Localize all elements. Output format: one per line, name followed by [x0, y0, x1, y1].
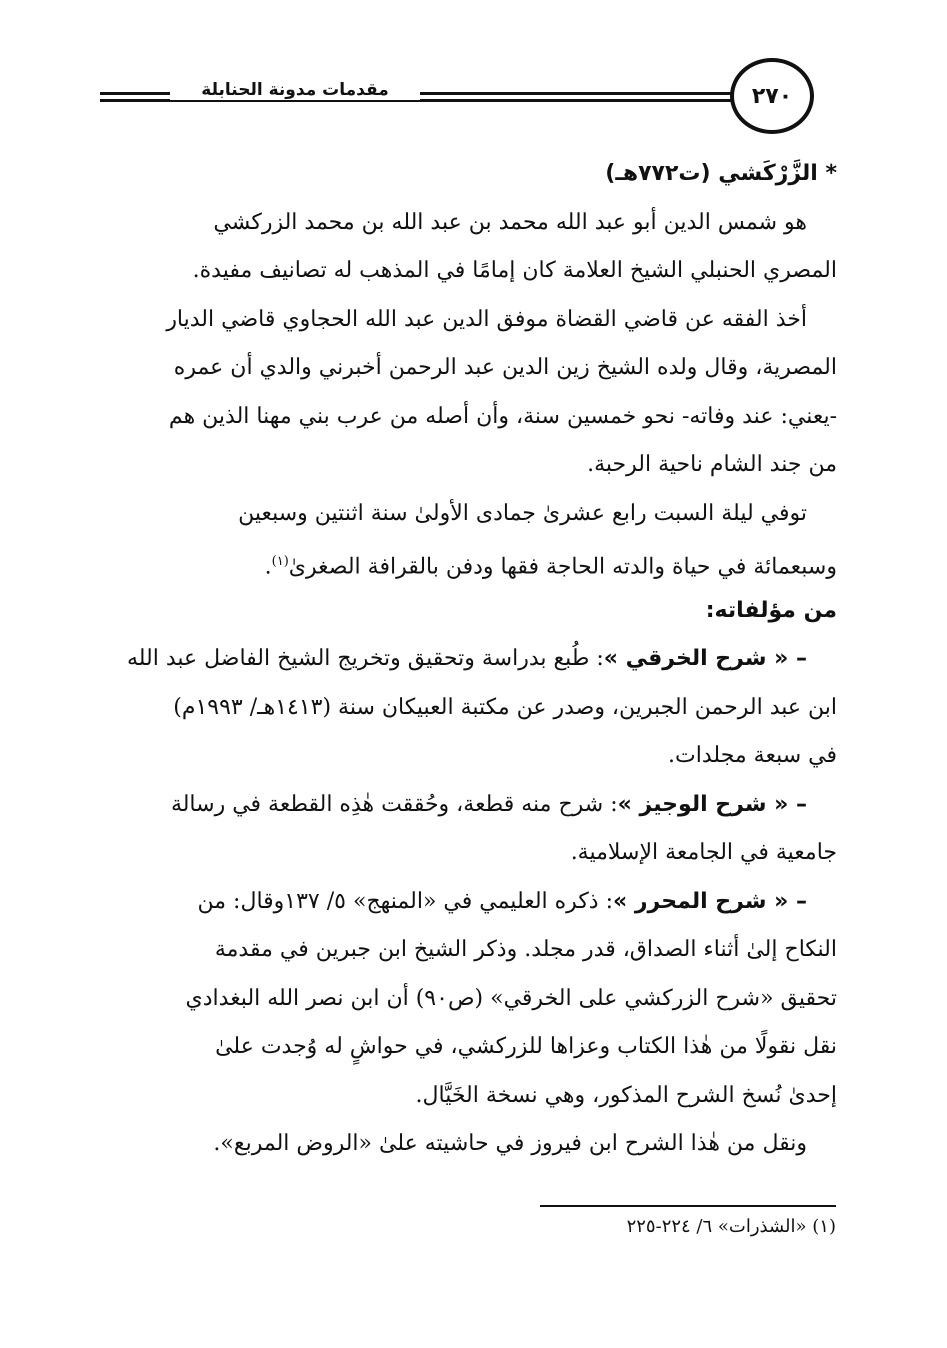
text-line: النكاح إلىٰ أثناء الصداق، قدر مجلد. وذكر الشيخ ابن جبرين في مقدمة — [214, 937, 837, 962]
work-item-kharqi — [112, 635, 837, 684]
text-line: أخذ الفقه عن قاضي القضاة موفق الدين عبد الله الحجاوي قاضي الديار — [166, 306, 807, 332]
text-line: تحقيق «شرح الزركشي على الخرقي» (ص٩٠) أن ابن نصر الله البغدادي — [185, 985, 837, 1011]
page-header — [100, 56, 840, 152]
page-body — [112, 150, 837, 1169]
line-end: . — [264, 554, 272, 580]
page-number-badge — [730, 58, 814, 134]
text-line: ونقل من هٰذا الشرح ابن فيروز في حاشيته علىٰ «الروض المربع». — [213, 1131, 807, 1156]
footnote-separator — [540, 1205, 836, 1207]
text-line: : ذكره العليمي في «المنهج» ٥/ ١٣٧وقال: من — [197, 888, 613, 914]
work-title: – « شرح المحرر » — [613, 888, 807, 914]
entry-heading: * الزَّرْكَشي (ت٧٧٢هـ) — [605, 161, 837, 186]
text-line: ابن عبد الرحمن الجبرين، وصدر عن مكتبة العبيكان سنة (١٤١٣هـ/ ١٩٩٣م) — [173, 694, 837, 720]
text-line: نقل نقولًا من هٰذا الكتاب وعزاها للزركشي، في حواشٍ له وُجدت علىٰ — [215, 1034, 837, 1059]
work-item-muharrar — [112, 878, 837, 927]
text-line: إحدىٰ نُسخ الشرح المذكور، وهي نسخة الخَيَّال. — [415, 1082, 837, 1108]
text-line: : شرح منه قطعة، وحُققت هٰذِه القطعة في رسالة — [170, 791, 618, 817]
text-line: المصرية، وقال ولده الشيخ زين الدين عبد الرحمن أخبرني والدي أن عمره — [173, 355, 837, 380]
text-line: وسبعمائة في حياة والدته الحاجة فقها ودفن بالقرافة الصغرىٰ — [288, 554, 837, 580]
work-title: – « شرح الخرقي » — [603, 646, 807, 671]
text-line: من جند الشام ناحية الرحبة. — [587, 452, 837, 477]
text-line-with-footnote — [112, 538, 837, 587]
text-line: : طُبع بدراسة وتحقيق وتخريج الشيخ الفاضل عبد الله — [126, 646, 604, 671]
text-line: المصري الحنبلي الشيخ العلامة كان إمامًا في المذهب له تصانيف مفيدة. — [192, 258, 837, 283]
page-number: ٢٧٠ — [751, 83, 793, 109]
work-item-wajiz — [112, 781, 837, 830]
work-title: – « شرح الوجيز » — [617, 791, 807, 817]
footnote: (١) «الشذرات» ٦/ ٢٢٤-٢٢٥ — [626, 1216, 836, 1237]
text-line: جامعية في الجامعة الإسلامية. — [570, 840, 837, 865]
running-title: مقدمات مدونة الحنابلة — [170, 80, 420, 100]
works-heading: من مؤلفاته: — [705, 597, 837, 623]
text-line: هو شمس الدين أبو عبد الله محمد بن عبد الله بن محمد الزركشي — [213, 209, 807, 235]
text-line: -يعني: عند وفاته- نحو خمسين سنة، وأن أصله من عرب بني مهنا الذين هم — [168, 403, 837, 429]
text-line: توفي ليلة السبت رابع عشرىٰ جمادى الأولىٰ سنة اثنتين وسبعين — [238, 500, 807, 526]
text-line: في سبعة مجلدات. — [668, 743, 837, 768]
footnote-marker: (١) — [271, 554, 289, 569]
